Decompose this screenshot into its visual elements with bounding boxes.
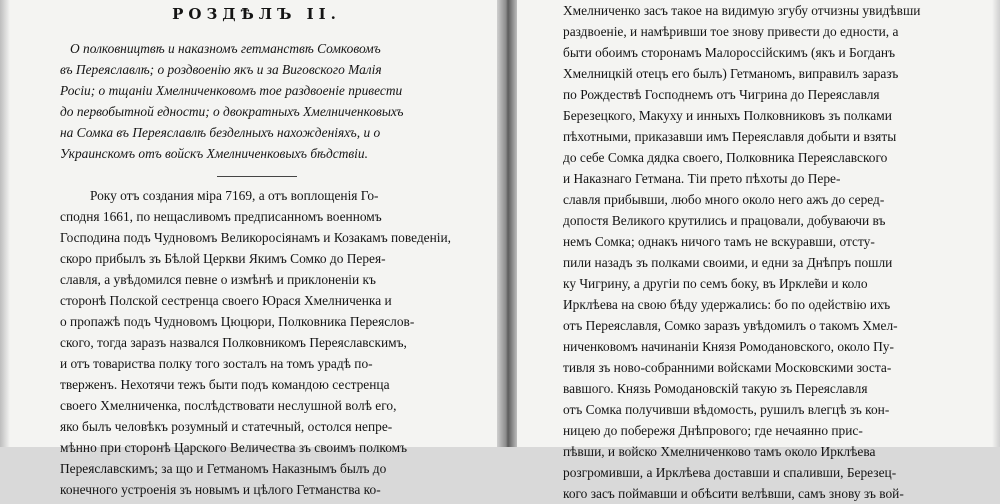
text-line: сподня 1661, по нещасливомъ предписанномъ военномъ — [60, 209, 382, 224]
text-line: отъ Сомка получивши вѣдомость, рушилъ влегцѣ зъ кон- — [563, 402, 890, 417]
text-line: конечного устроенія зъ новымъ и цѣлого Гетманства ко- — [60, 482, 381, 497]
left-body-text — [60, 185, 453, 500]
summary-line: въ Переяславлѣ; о роздвоенію якъ и за Виговского Малія — [60, 62, 382, 77]
text-line: раздвоеніе, и намѣривши тое знову привести до едности, а — [563, 24, 899, 39]
text-line: тверженъ. Нехотячи тежъ быти подъ командою сестренца — [60, 377, 390, 392]
text-line: ку Чигрину, а другіи по семъ боку, въ Иркле̃ви и коло — [563, 276, 868, 291]
left-page-edge — [0, 0, 10, 447]
text-line: своего Хмелниченка, послѣдствовати неслушной волѣ его, — [60, 398, 397, 413]
right-page — [517, 0, 1000, 501]
book-gutter — [497, 0, 517, 447]
text-line: и Наказнаго Гетмана. Тіи прето пѣхоты до Пере- — [563, 171, 841, 186]
text-line: ницею до побережя Днѣпрового; где нечаянно прис- — [563, 423, 863, 438]
summary-line: Росіи; о тщаніи Хмелниченковомъ тое раздвоеніе привести — [60, 83, 403, 98]
text-line: Господина подъ Чудновомъ Великоросiянамъ и Козакамъ поведеніи, — [60, 230, 452, 245]
text-line: розгромивши, а Ирклѣева доставши и спаливши, Березец- — [563, 465, 897, 480]
section-divider — [217, 176, 297, 177]
text-line: яко былъ человѣкъ розумный и статечный, остолся непре- — [60, 419, 393, 434]
text-line: немъ Сомка; однакъ ничого тамъ не вскуравши, отсту- — [563, 234, 875, 249]
text-line: ниченковомъ начинаніи Князя Ромодановского, около Пу- — [563, 339, 894, 354]
text-line: славля прибывши, любо много около него ажъ до серед- — [563, 192, 885, 207]
left-page — [0, 0, 497, 497]
text-line: кого засъ поймавши и обѣсити велѣвши, самъ знову зъ вой- — [563, 486, 904, 501]
text-line: Року отъ создания міра 7169, а отъ воплощенія Го- — [90, 188, 379, 203]
text-line: пѣвши, и войско Хмелниченково тамъ около Ирклѣева — [563, 444, 876, 459]
text-line: мѣнно при сторонѣ Царского Величества зъ своимъ полкомъ — [60, 440, 408, 455]
text-line: отъ Переяславля, Сомко заразъ увѣдомилъ о такомъ Хмел- — [563, 318, 898, 333]
text-line: до себе Сомка дядка своего, Полковника Переяславского — [563, 150, 888, 165]
text-line: Переяславскимъ; за що и Гетманомъ Наказнымъ былъ до — [60, 461, 387, 476]
chapter-heading: РОЗДѢЛЪ II. — [172, 5, 341, 23]
text-line: тивля зъ ново-собранними войсками Московскими зоста- — [563, 360, 892, 375]
summary-line: на Сомка въ Переяславлѣ безделныхъ нахожденіяхъ, и о — [60, 125, 381, 140]
text-line: быти обоимъ сторонамъ Малороссійскимъ (якъ и Богданъ — [563, 45, 896, 60]
text-line: о пропажѣ подъ Чудновомъ Цюцюри, Полковника Переяслов- — [60, 314, 415, 329]
text-line: скоро прибылъ зъ Бѣлой Церкви Якимъ Сомко до Перея- — [60, 251, 386, 266]
text-line: пѣхотными, приказавши имъ Переяславля добыти и взяты — [563, 129, 897, 144]
text-line: Ирклѣева на свою бѣду удержались: бо по одействію ихъ — [563, 297, 891, 312]
text-line: славля, а увѣдомился певне о измѣнѣ и приклоненіи къ — [60, 272, 376, 287]
summary-line: до первобытной едности; о двократныхъ Хмелниченковыхъ — [60, 104, 404, 119]
text-line: по Рождествѣ Господнемъ отъ Чигрина до Переяславля — [563, 87, 880, 102]
right-page-edge — [992, 0, 1000, 447]
text-line: допостя Великого крутились и працовали, добуваючи въ — [563, 213, 886, 228]
text-line: Хмелницкій отецъ его былъ) Гетманомъ, виправилъ заразъ — [563, 66, 899, 81]
text-line: сторонѣ Полской сестренца своего Юрася Хмелниченка и — [60, 293, 392, 308]
right-body-text — [563, 0, 982, 504]
text-line: ского, тогда заразъ назвался Полковникомъ Переяславскимъ, — [60, 335, 407, 350]
text-line: и отъ товариства полку того зосталъ на томъ урадѣ по- — [60, 356, 373, 371]
text-line: вавшого. Князь Ромодановскій такую зъ Переяславля — [563, 381, 868, 396]
chapter-summary — [60, 38, 453, 164]
text-line: Березецкого, Макуху и инныхъ Полковниковъ зъ полками — [563, 108, 892, 123]
summary-line: Украинскомъ отъ войскъ Хмелниченковыхъ бѣдствіи. — [60, 146, 368, 161]
text-line: Хмелниченко засъ такое на видимую згубу отчизны увидѣвши — [563, 3, 921, 18]
summary-line: О полковництвѣ и наказномъ гетманствѣ Сомковомъ — [70, 41, 381, 56]
text-line: пили назадъ зъ полками своими, и едни за Днѣпръ пошли — [563, 255, 893, 270]
